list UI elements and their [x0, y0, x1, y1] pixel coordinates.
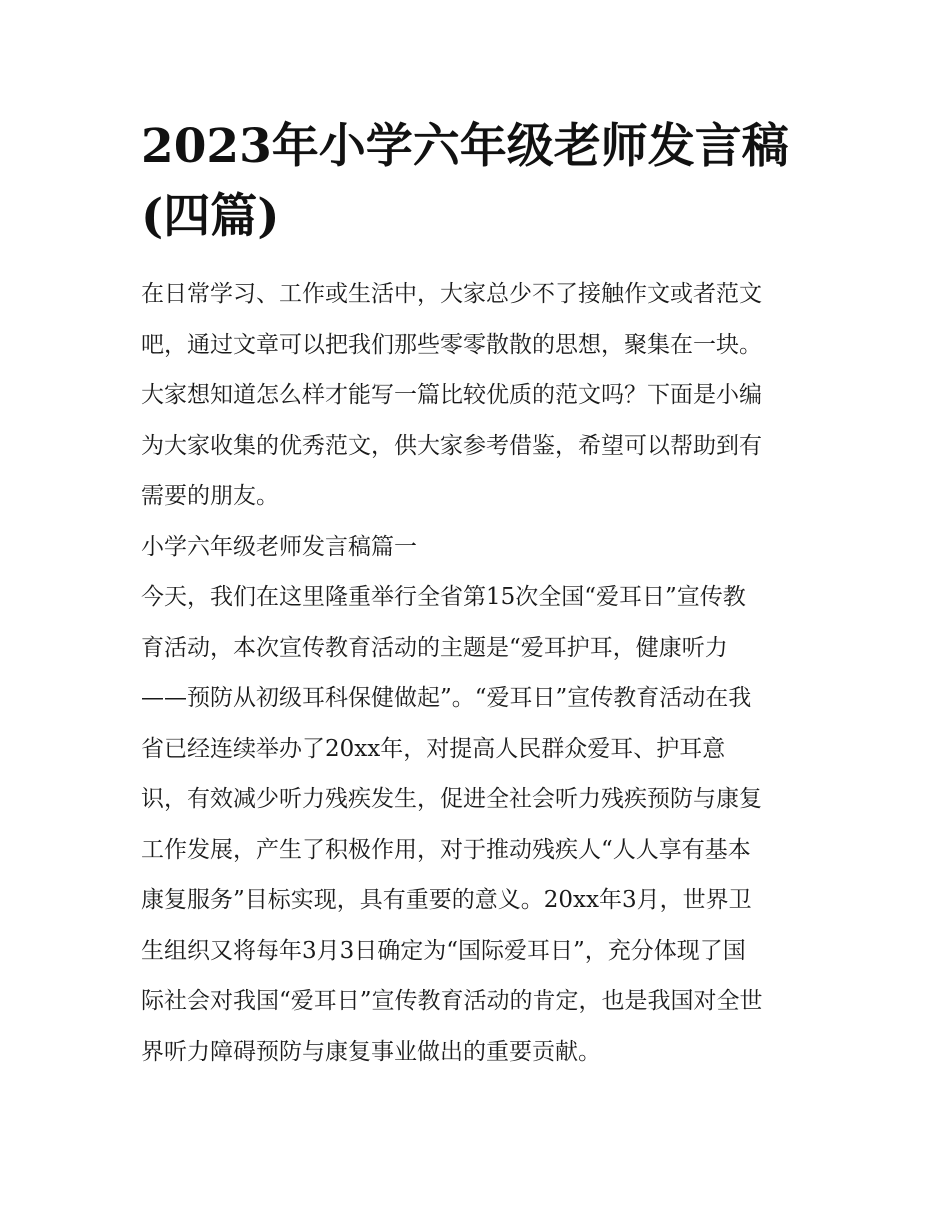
intro-line: 吧，通过文章可以把我们那些零零散散的思想，聚集在一块。 — [141, 331, 762, 358]
body-line: 育活动，本次宣传教育活动的主题是“爱耳护耳，健康听力 — [141, 634, 728, 661]
section-heading-text: 小学六年级老师发言稿篇一 — [141, 533, 417, 560]
body-line: 省已经连续举办了20xx年，对提高人民群众爱耳、护耳意 — [141, 735, 726, 762]
intro-line: 为大家收集的优秀范文，供大家参考借鉴，希望可以帮助到有 — [141, 432, 762, 459]
body-line: 工作发展，产生了积极作用，对于推动残疾人“人人享有基本 — [141, 836, 751, 863]
title-line: (四篇) — [141, 189, 280, 244]
intro-paragraph — [141, 269, 813, 522]
body-line: 际社会对我国“爱耳日”宣传教育活动的肯定，也是我国对全世 — [141, 988, 763, 1014]
intro-line: 在日常学习、工作或生活中，大家总少不了接触作文或者范文 — [141, 281, 762, 307]
body-line: ——预防从初级耳科保健做起”。“爱耳日”宣传教育活动在我 — [141, 685, 752, 711]
section-heading — [141, 522, 813, 573]
body-paragraph — [141, 572, 813, 1077]
body-line: 生组织又将每年3月3日确定为“国际爱耳日”，充分体现了国 — [141, 937, 746, 964]
intro-line: 大家想知道怎么样才能写一篇比较优质的范文吗？下面是小编 — [141, 382, 762, 408]
document-content — [141, 112, 813, 1077]
document-title — [141, 112, 813, 252]
body-line: 康复服务”目标实现，具有重要的意义。20xx年3月，世界卫 — [141, 887, 752, 913]
body-line: 今天，我们在这里隆重举行全省第15次全国“爱耳日”宣传教 — [141, 584, 746, 610]
title-line: 2023年小学六年级老师发言稿 — [141, 119, 789, 174]
body-line: 界听力障碍预防与康复事业做出的重要贡献。 — [141, 1038, 601, 1065]
body-line: 识，有效减少听力残疾发生，促进全社会听力残疾预防与康复 — [141, 786, 762, 812]
intro-line: 需要的朋友。 — [141, 483, 279, 509]
